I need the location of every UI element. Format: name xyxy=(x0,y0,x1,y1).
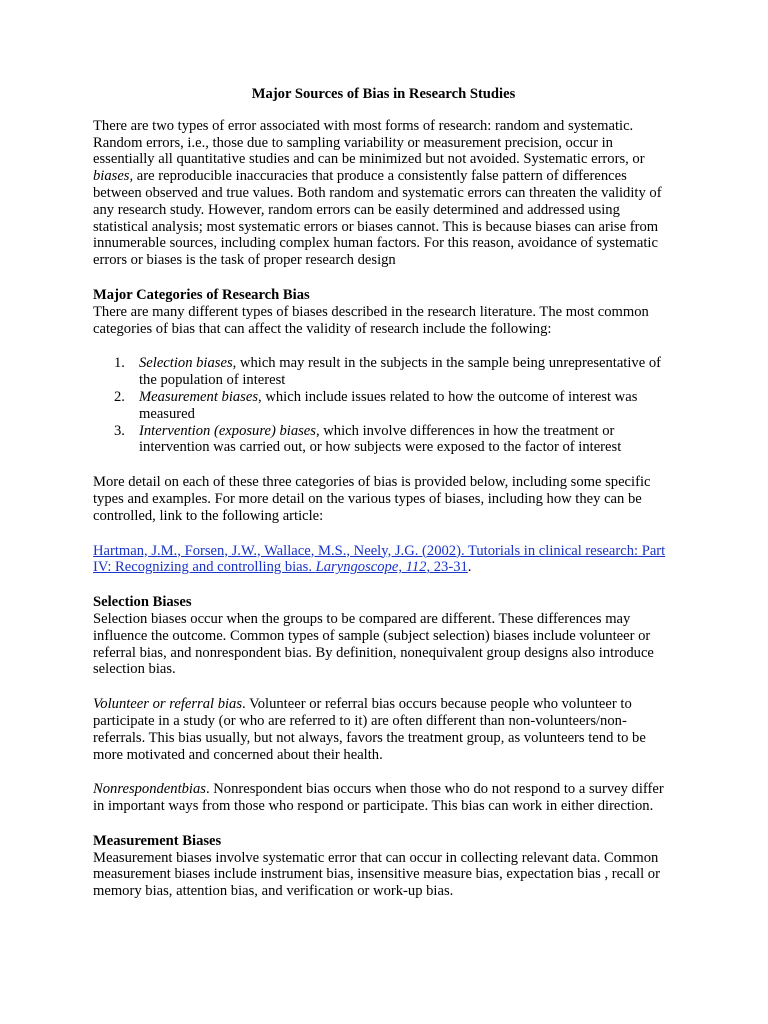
selection-heading: Selection Biases xyxy=(93,594,192,611)
nonrespondent-bias-paragraph xyxy=(93,781,674,815)
measurement-heading: Measurement Biases xyxy=(93,832,222,849)
categories-section xyxy=(93,287,674,456)
page-title: Major Sources of Bias in Research Studies xyxy=(251,86,516,102)
reference-journal: Laryngoscope, 112 xyxy=(315,559,427,576)
intro-paragraph xyxy=(93,118,674,269)
list-item-text: , which may result in the subjects in the sample being unrepresentative of the population of interest xyxy=(139,355,661,389)
list-item-number: 1. xyxy=(114,355,125,372)
more-detail-paragraph: More detail on each of these three categories of bias is provided below, including some specific types and examples. For more detail on the various types of biases, including how they can be controlled, link to the following article: xyxy=(93,474,651,524)
list-item-number: 2. xyxy=(114,388,125,405)
bias-category-list xyxy=(93,355,674,456)
reference-pages: , 23-31 xyxy=(426,559,468,576)
reference-paragraph xyxy=(93,543,674,577)
nonrespondent-bias-text: . Nonrespondent bias occurs when those who do not respond to a survey differ in important ways from those who respond or participate. This bias can work in either direction. xyxy=(93,781,664,815)
volunteer-bias-text: . Volunteer or referral bias occurs because people who volunteer to participate in a study (or who are referred to it) are often different than non-volunteers/non-referrals. This bias usually, but not always, favors the treatment group, as volunteers tend to be more motivated and concerned about their health. xyxy=(93,696,646,763)
list-item-number: 3. xyxy=(114,422,125,439)
list-item xyxy=(114,355,674,389)
volunteer-bias-paragraph xyxy=(93,696,674,763)
list-item-text: , which involve differences in how the treatment or intervention was carried out, or how subjects were exposed to the factor of interest xyxy=(139,422,622,456)
list-item xyxy=(114,388,674,423)
list-item-text: , which include issues related to how the outcome of interest was measured xyxy=(139,388,638,422)
categories-paragraph: There are many different types of biases described in the research literature. The most common categories of bias that can affect the validity of research include the following: xyxy=(93,303,649,337)
reference-link[interactable] xyxy=(93,543,665,576)
list-item-term: Measurement biases xyxy=(139,388,259,405)
measurement-paragraph: Measurement biases involve systematic error that can occur in collecting relevant data. Common measurement biases include instrument bias, insensitive measure bias, expectation bias , recall or memory bias, attention bias, and verification or work-up bias. xyxy=(93,849,660,900)
categories-heading: Major Categories of Research Bias xyxy=(93,286,310,303)
measurement-section xyxy=(93,833,674,900)
intro-text-part2: , are reproducible inaccuracies that produce a consistently false pattern of differences between observed and true values. Both random and systematic errors can threaten the validity of any research study. However, random errors can be easily determined and addressed using statistical analysis; most systematic errors or biases cannot. This is because biases can arise from innumerable sources, including complex human factors. For this reason, avoidance of systematic errors or biases is the task of proper research design xyxy=(93,168,662,269)
reference-trailing-period: . xyxy=(467,559,472,576)
selection-paragraph: Selection biases occur when the groups to be compared are different. These differences may influence the outcome. Common types of sample (subject selection) biases include volunteer or referral bias, and nonrespondent bias. By definition, nonequivalent group designs also introduce selection bias. xyxy=(93,610,654,678)
list-item-term: Intervention (exposure) biases xyxy=(139,422,316,439)
intro-italic-term: biases xyxy=(93,168,130,185)
selection-section xyxy=(93,594,674,815)
nonrespondent-bias-term: Nonrespondentbias xyxy=(93,781,206,798)
reference-authors-title: Hartman, J.M., Forsen, J.W., Wallace, M.S., Neely, J.G. (2002). Tutorials in clinical research: Part IV: Recognizing and controlling bias. xyxy=(93,542,666,576)
list-item xyxy=(114,422,674,457)
intro-text-part1: There are two types of error associated with most forms of research: random and systematic. Random errors, i.e., those due to sampling variability or measurement precision, occur in essentially all quantitative studies and can be minimized but not avoided. Systematic errors, or xyxy=(93,117,645,168)
list-item-term: Selection biases xyxy=(139,355,233,372)
volunteer-bias-term: Volunteer or referral bias xyxy=(93,696,243,713)
